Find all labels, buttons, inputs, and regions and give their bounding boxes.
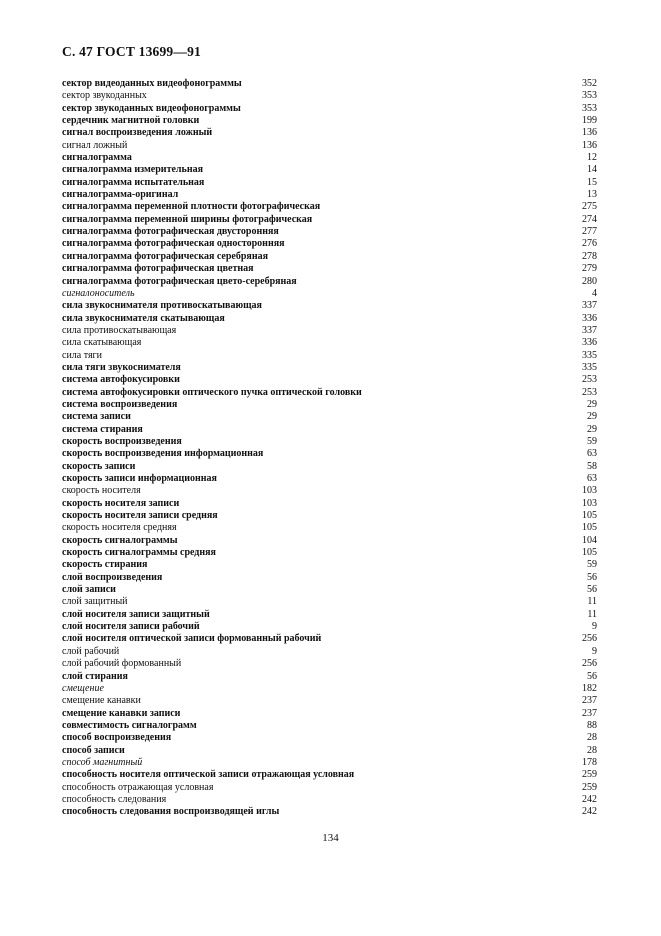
index-term: скорость сигналограммы	[62, 534, 178, 546]
index-entry	[62, 745, 597, 757]
index-entry	[62, 288, 597, 300]
index-page-ref: 103	[582, 485, 597, 497]
index-page-ref: 9	[592, 621, 597, 633]
index-term: способ воспроизведения	[62, 732, 172, 744]
index-term: система автофокусировки оптического пучка оптической головки	[62, 386, 362, 398]
index-term: слой защитный	[62, 596, 128, 608]
index-entry	[62, 609, 597, 621]
index-page-ref: 242	[582, 806, 597, 818]
index-page-ref: 105	[582, 510, 597, 522]
index-entry	[62, 596, 597, 608]
index-page-ref: 29	[587, 411, 597, 423]
index-term: сигналограмма	[62, 152, 132, 164]
index-page-ref: 29	[587, 423, 597, 435]
index-page-ref: 335	[582, 361, 597, 373]
index-entry	[62, 633, 597, 645]
index-page-ref: 59	[587, 559, 597, 571]
index-entry	[62, 498, 597, 510]
index-entry	[62, 757, 597, 769]
index-entry	[62, 140, 597, 152]
index-page-ref: 104	[582, 534, 597, 546]
index-page-ref: 256	[582, 658, 597, 670]
index-term: слой воспроизведения	[62, 571, 163, 583]
index-entry	[62, 238, 597, 250]
index-page-ref: 259	[582, 781, 597, 793]
index-entry	[62, 794, 597, 806]
index-page-ref: 259	[582, 769, 597, 781]
index-term: слой носителя записи рабочий	[62, 621, 200, 633]
index-entry	[62, 214, 597, 226]
index-page-ref: 253	[582, 386, 597, 398]
index-term: сигналограмма переменной плотности фотографическая	[62, 201, 321, 213]
index-entry	[62, 535, 597, 547]
index-entry	[62, 201, 597, 213]
index-term: способность отражающая условная	[62, 781, 214, 793]
index-entry	[62, 276, 597, 288]
index-entry	[62, 769, 597, 781]
index-term: сектор звукоданных видеофонограммы	[62, 102, 241, 114]
index-term: сигналограмма-оригинал	[62, 189, 179, 201]
index-term: совместимость сигналограмм	[62, 719, 197, 731]
index-entry	[62, 461, 597, 473]
index-page-ref: 4	[592, 287, 597, 299]
index-term: система воспроизведения	[62, 398, 178, 410]
index-term: сигналограмма фотографическая серебряная	[62, 250, 269, 262]
index-term: сигналограмма переменной ширины фотографическая	[62, 213, 313, 225]
index-page-ref: 337	[582, 300, 597, 312]
index-entry	[62, 782, 597, 794]
index-term: сердечник магнитной головки	[62, 115, 200, 127]
index-entry	[62, 547, 597, 559]
index-term: скорость стирания	[62, 559, 148, 571]
index-term: сигналограмма измерительная	[62, 164, 203, 176]
index-entry	[62, 448, 597, 460]
index-entry	[62, 695, 597, 707]
index-term: слой записи	[62, 584, 116, 596]
index-page-ref: 178	[582, 756, 597, 768]
index-entry	[62, 658, 597, 670]
index-page-ref: 15	[587, 176, 597, 188]
index-entry	[62, 362, 597, 374]
index-page-ref: 56	[587, 571, 597, 583]
index-entry	[62, 671, 597, 683]
index-term: скорость воспроизведения информационная	[62, 448, 264, 460]
index-entry	[62, 436, 597, 448]
index-page-ref: 353	[582, 90, 597, 102]
index-entry	[62, 683, 597, 695]
index-page-ref: 88	[587, 719, 597, 731]
index-entry	[62, 559, 597, 571]
index-term: система записи	[62, 411, 131, 423]
index-page-ref: 276	[582, 238, 597, 250]
index-entry	[62, 152, 597, 164]
index-term: скорость воспроизведения	[62, 435, 182, 447]
index-entry	[62, 78, 597, 90]
index-term: сигнал ложный	[62, 139, 128, 151]
index-term: сектор видеоданных видеофонограммы	[62, 78, 242, 89]
index-term: слой рабочий	[62, 645, 120, 657]
index-page-ref: 58	[587, 460, 597, 472]
index-entry	[62, 263, 597, 275]
index-term: способность следования	[62, 793, 167, 805]
index-page-ref: 9	[592, 645, 597, 657]
index-page-ref: 11	[587, 608, 597, 620]
index-page-ref: 103	[582, 497, 597, 509]
index-page-ref: 242	[582, 793, 597, 805]
index-page-ref: 105	[582, 547, 597, 559]
index-term: скорость записи информационная	[62, 473, 217, 484]
page-header: С. 47 ГОСТ 13699—91	[62, 44, 201, 59]
index-entry	[62, 177, 597, 189]
page-number: 134	[322, 832, 339, 844]
term-index	[62, 78, 597, 819]
index-entry	[62, 411, 597, 423]
index-entry	[62, 708, 597, 720]
index-page-ref: 56	[587, 670, 597, 682]
index-page-ref: 336	[582, 337, 597, 349]
index-term: система стирания	[62, 423, 143, 435]
index-entry	[62, 350, 597, 362]
index-entry	[62, 103, 597, 115]
index-term: слой носителя оптической записи формованный рабочий	[62, 633, 322, 645]
index-page-ref: 278	[582, 250, 597, 262]
index-entry	[62, 473, 597, 485]
index-term: скорость носителя записи средняя	[62, 510, 218, 522]
index-term: сигналограмма фотографическая односторонняя	[62, 238, 285, 250]
index-entry	[62, 646, 597, 658]
index-entry	[62, 806, 597, 818]
index-term: скорость носителя средняя	[62, 522, 177, 534]
index-entry	[62, 387, 597, 399]
index-entry	[62, 164, 597, 176]
index-page-ref: 277	[582, 226, 597, 238]
index-entry	[62, 337, 597, 349]
index-entry	[62, 251, 597, 263]
index-term: сила звукоснимателя противоскатывающая	[62, 300, 262, 312]
index-entry	[62, 720, 597, 732]
index-page-ref: 280	[582, 275, 597, 287]
index-page-ref: 279	[582, 263, 597, 275]
index-entry	[62, 115, 597, 127]
index-term: сектор звукоданных	[62, 90, 147, 102]
index-entry	[62, 572, 597, 584]
index-page-ref: 56	[587, 584, 597, 596]
index-term: сигналограмма испытательная	[62, 176, 205, 188]
index-page-ref: 13	[587, 189, 597, 201]
index-term: сигналограмма фотографическая двусторонняя	[62, 226, 279, 238]
index-term: скорость носителя записи	[62, 497, 180, 509]
index-page-ref: 29	[587, 398, 597, 410]
index-entry	[62, 522, 597, 534]
index-page-ref: 336	[582, 312, 597, 324]
index-page-ref: 28	[587, 744, 597, 756]
index-term: система автофокусировки	[62, 374, 180, 386]
index-entry	[62, 189, 597, 201]
index-entry	[62, 374, 597, 386]
index-page-ref: 28	[587, 732, 597, 744]
index-term: сигналограмма фотографическая цветная	[62, 263, 254, 275]
index-term: сила тяги	[62, 349, 103, 361]
index-term: сигналограмма фотографическая цвето-серебряная	[62, 275, 297, 287]
index-page-ref: 14	[587, 164, 597, 176]
index-term: скорость носителя	[62, 485, 141, 497]
index-entry	[62, 325, 597, 337]
index-term: способ магнитный	[62, 756, 143, 768]
index-page-ref: 253	[582, 374, 597, 386]
index-page-ref: 274	[582, 213, 597, 225]
index-term: способ записи	[62, 744, 125, 756]
index-term: смещение	[62, 682, 104, 694]
index-entry	[62, 300, 597, 312]
index-page-ref: 199	[582, 115, 597, 127]
index-page-ref: 59	[587, 435, 597, 447]
index-page-ref: 237	[582, 695, 597, 707]
index-entry	[62, 424, 597, 436]
index-page-ref: 136	[582, 127, 597, 139]
index-term: смещение канавки	[62, 695, 141, 707]
index-term: сила противоскатывающая	[62, 324, 177, 336]
index-page-ref: 353	[582, 102, 597, 114]
index-term: сигнал воспроизведения ложный	[62, 127, 213, 139]
index-entry	[62, 90, 597, 102]
index-entry	[62, 732, 597, 744]
index-term: способность носителя оптической записи отражающая условная	[62, 769, 355, 781]
index-page-ref: 11	[587, 596, 597, 608]
index-term: сила тяги звукоснимателя	[62, 361, 181, 373]
index-entry	[62, 313, 597, 325]
index-page-ref: 335	[582, 349, 597, 361]
index-entry	[62, 510, 597, 522]
index-page-ref: 63	[587, 448, 597, 460]
index-term: скорость записи	[62, 460, 136, 472]
index-entry	[62, 485, 597, 497]
index-page-ref: 237	[582, 707, 597, 719]
index-page-ref: 337	[582, 324, 597, 336]
index-entry	[62, 399, 597, 411]
index-page-ref: 275	[582, 201, 597, 213]
index-term: сила звукоснимателя скатывающая	[62, 312, 225, 324]
index-term: смещение канавки записи	[62, 707, 181, 719]
index-term: слой рабочий формованный	[62, 658, 182, 670]
index-page-ref: 136	[582, 139, 597, 151]
index-page-ref: 63	[587, 473, 597, 484]
index-entry	[62, 127, 597, 139]
index-term: способность следования воспроизводящей иглы	[62, 806, 280, 818]
index-term: сила скатывающая	[62, 337, 142, 349]
index-term: слой носителя записи защитный	[62, 608, 210, 620]
index-page-ref: 12	[587, 152, 597, 164]
index-term: сигналоноситель	[62, 287, 135, 299]
index-entry	[62, 621, 597, 633]
index-page-ref: 105	[582, 522, 597, 534]
index-entry	[62, 584, 597, 596]
index-page-ref: 256	[582, 633, 597, 645]
index-page-ref: 352	[582, 78, 597, 89]
index-term: слой стирания	[62, 670, 128, 682]
index-page-ref: 182	[582, 682, 597, 694]
index-entry	[62, 226, 597, 238]
index-term: скорость сигналограммы средняя	[62, 547, 216, 559]
